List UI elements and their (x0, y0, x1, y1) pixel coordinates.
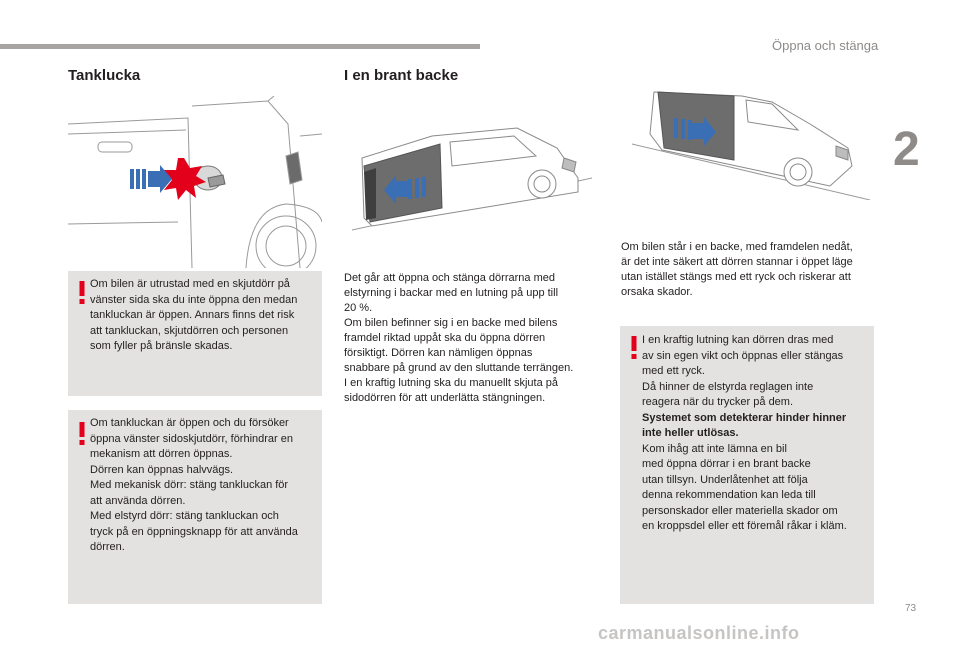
warning-text-3-bold: Systemet som detekterar hinder hinner inte heller utlösas. (642, 411, 847, 439)
warning-box-1 (68, 271, 322, 396)
header-rule (0, 44, 480, 49)
chapter-title: Öppna och stänga (772, 38, 879, 53)
warning-text-3b: Kom ihåg att inte lämna en bil med öppna dörrar i en brant backe utan tillsyn. Underlåtenhet att följa denna rekommendation kan leda till personskador eller materiella skador om en kroppsdel eller ett föremål råkar i kläm. (642, 442, 847, 532)
warning-text-1: Om bilen är utrustad med en skjutdörr på vänster sida ska du inte öppna den medan tankluckan är öppen. Annars finns det risk att tankluckan, skjutdörren och personen som fyller på bränsle skadas. (90, 278, 298, 352)
watermark-text: carmanualsonline.info (598, 623, 800, 643)
chapter-number: 2 (893, 123, 920, 176)
warning-text-3a: I en kraftig lutning kan dörren dras med av sin egen vikt och öppnas eller stängas med ett ryck. Då hinner de elstyrda reglagen inte reagera när du trycker på dem. (642, 334, 844, 408)
page-number: 73 (905, 603, 917, 614)
warning-exclamation-icon (76, 422, 88, 446)
section-heading-brant-backe: I en brant backe (344, 67, 459, 84)
warning-exclamation-icon (76, 281, 88, 305)
warning-text-3 (642, 333, 868, 535)
warning-box-3 (620, 326, 874, 604)
uphill-body-text: Det går att öppna och stänga dörrarna med elstyrning i backar med en lutning på upp till 20 %. Om bilen befinner sig i en backe med bilens framdel riktad uppåt ska du öppna dörren försiktigt. Dörren kan nämligen öppnas snabbare på grund av den sluttande terrängen. I en kraftig lutning ska du manuellt skjuta på sidodörren för att underlätta stängningen. (344, 272, 574, 404)
downhill-body-text: Om bilen står i en backe, med framdelen nedåt, är det inte säkert att dörren stannar i öppet läge utan istället stängs med ett ryck och riskerar att orsaka skador. (621, 241, 853, 298)
fuel-flap-illustration (68, 96, 322, 268)
warning-box-2 (68, 410, 322, 604)
van-uphill-illustration (352, 122, 592, 240)
warning-exclamation-icon (628, 336, 640, 360)
van-downhill-illustration (622, 86, 874, 200)
warning-text-2: Om tankluckan är öppen och du försöker öppna vänster sidoskjutdörr, förhindrar en mekanism att dörren öppnas. Dörren kan öppnas halvvägs. Med mekanisk dörr: stäng tankluckan för att använda dörren. Med elstyrd dörr: stäng tankluckan och tryck på en öppningsknapp för att använda dörren. (90, 417, 298, 553)
section-heading-tanklucka: Tanklucka (68, 67, 141, 84)
